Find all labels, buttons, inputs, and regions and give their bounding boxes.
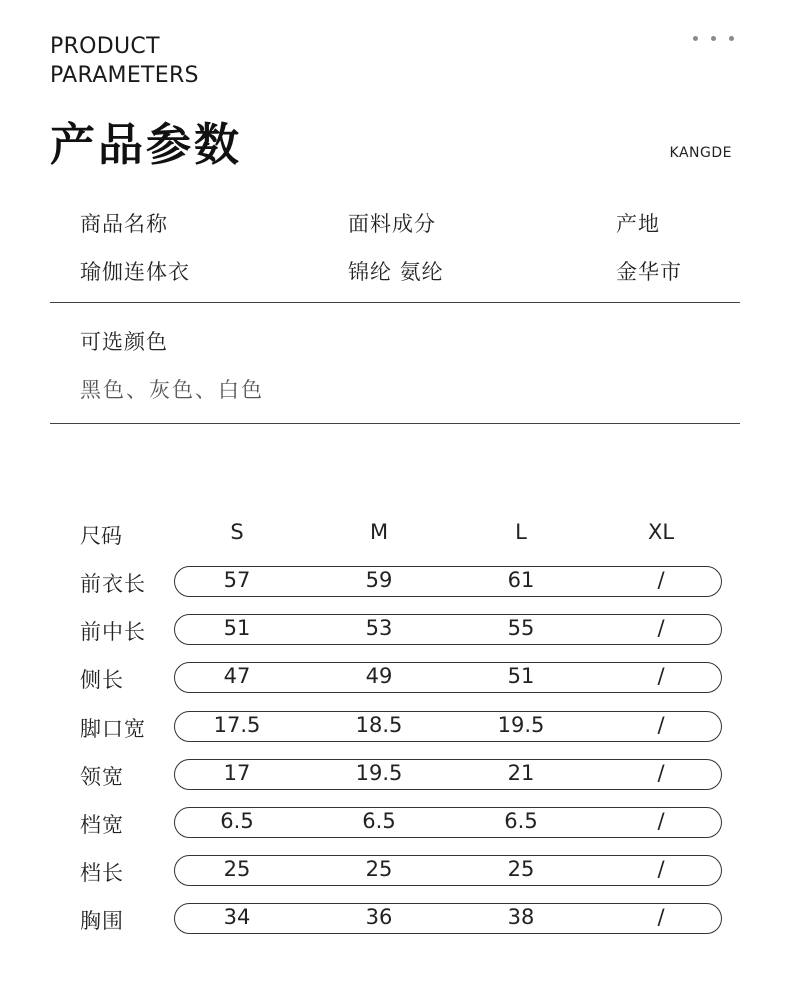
divider (50, 423, 740, 424)
table-cell: 36 (365, 905, 393, 929)
table-cell: 38 (507, 905, 535, 929)
product-name-value: 瑜伽连体衣 (80, 260, 190, 284)
table-cell: 34 (223, 905, 251, 929)
table-cell: / (657, 664, 665, 688)
color-options-value: 黑色、灰色、白色 (80, 378, 264, 402)
table-cell: / (657, 713, 665, 737)
row-label: 领宽 (80, 765, 124, 789)
table-cell: 53 (365, 616, 393, 640)
table-cell: / (657, 568, 665, 592)
table-cell: 25 (223, 857, 251, 881)
product-name-label: 商品名称 (80, 212, 168, 236)
row-label: 前中长 (80, 620, 146, 644)
title-english-line2: PARAMETERS (50, 63, 199, 88)
fabric-value: 锦纶 氨纶 (348, 260, 444, 284)
table-cell: / (657, 905, 665, 929)
color-options-label: 可选颜色 (80, 330, 168, 354)
table-cell: 6.5 (220, 809, 254, 833)
row-label: 前衣长 (80, 572, 146, 596)
title-english-line1: PRODUCT (50, 34, 160, 59)
size-header-label: 尺码 (80, 524, 122, 548)
row-label: 胸围 (80, 909, 124, 933)
table-cell: 19.5 (355, 761, 403, 785)
brand-name: KANGDE (669, 145, 732, 161)
divider (50, 302, 740, 303)
table-cell: / (657, 857, 665, 881)
row-label: 脚口宽 (80, 717, 146, 741)
table-cell: 59 (365, 568, 393, 592)
size-header-s: S (230, 520, 244, 544)
row-label: 侧长 (80, 668, 124, 692)
table-cell: 17.5 (213, 713, 261, 737)
table-cell: 57 (223, 568, 251, 592)
table-cell: 47 (223, 664, 251, 688)
table-cell: 51 (223, 616, 251, 640)
table-cell: 6.5 (504, 809, 538, 833)
size-header-l: L (515, 520, 527, 544)
table-cell: 25 (365, 857, 393, 881)
fabric-label: 面料成分 (348, 212, 436, 236)
table-cell: 21 (507, 761, 535, 785)
more-dots-icon (693, 36, 734, 41)
title-english (50, 32, 199, 90)
table-cell: 25 (507, 857, 535, 881)
table-cell: 6.5 (362, 809, 396, 833)
table-cell: 61 (507, 568, 535, 592)
size-header-xl: XL (647, 520, 675, 544)
size-header-m: M (369, 520, 389, 544)
table-cell: / (657, 809, 665, 833)
origin-value: 金华市 (616, 260, 682, 284)
dot (693, 36, 698, 41)
dot (711, 36, 716, 41)
table-cell: / (657, 616, 665, 640)
table-cell: 19.5 (497, 713, 545, 737)
page-title: 产品参数 (50, 118, 243, 171)
table-cell: 18.5 (355, 713, 403, 737)
table-cell: / (657, 761, 665, 785)
row-label: 档长 (80, 861, 124, 885)
table-cell: 55 (507, 616, 535, 640)
row-label: 档宽 (80, 813, 124, 837)
table-cell: 51 (507, 664, 535, 688)
origin-label: 产地 (616, 212, 660, 236)
dot (729, 36, 734, 41)
table-cell: 49 (365, 664, 393, 688)
table-cell: 17 (223, 761, 251, 785)
